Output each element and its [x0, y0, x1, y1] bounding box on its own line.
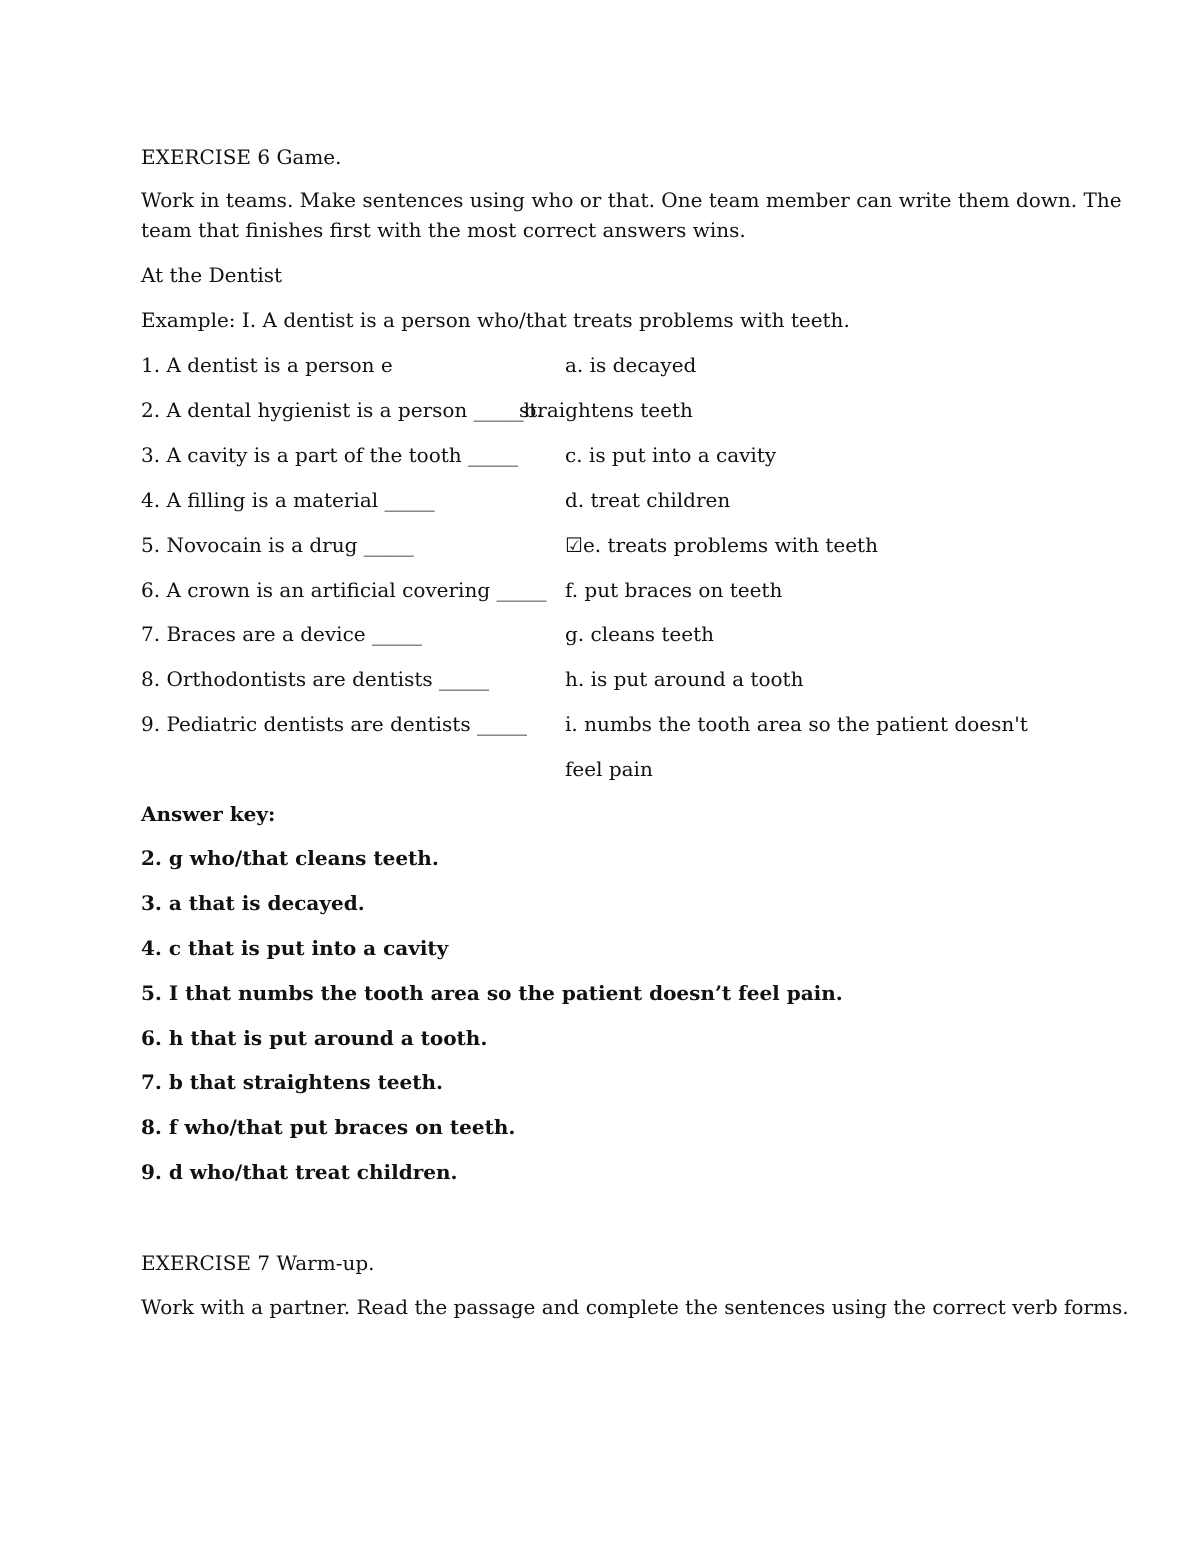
option-i: i. numbs the tooth area so the patient doesn't [565, 712, 1028, 736]
option-h: h. is put around a tooth [565, 667, 804, 691]
exercise6-instructions-line1: Work in teams. Make sentences using who or that. One team member can write them down. The [141, 188, 1122, 212]
option-f: f. put braces on teeth [565, 578, 783, 602]
option-g: g. cleans teeth [565, 622, 715, 646]
answer-item-4: 4. c that is put into a cavity [141, 936, 449, 960]
answer-key-title: Answer key: [141, 802, 276, 826]
answer-item-8: 8. f who/that put braces on teeth. [141, 1115, 516, 1139]
prompt-item-7: 7. Braces are a device _____ [141, 622, 422, 646]
answer-item-6: 6. h that is put around a tooth. [141, 1026, 488, 1050]
option-d: d. treat children [565, 488, 731, 512]
option-b: straightens teeth [519, 398, 693, 422]
answer-item-3: 3. a that is decayed. [141, 891, 365, 915]
option-e-text: e. treats problems with teeth [582, 533, 878, 557]
prompt-item-8: 8. Orthodontists are dentists _____ [141, 667, 489, 691]
answer-item-5: 5. I that numbs the tooth area so the patient doesn’t feel pain. [141, 981, 843, 1005]
answer-item-9: 9. d who/that treat children. [141, 1160, 458, 1184]
prompt-item-4: 4. A filling is a material _____ [141, 488, 435, 512]
option-e [565, 532, 878, 558]
prompt-item-2: 2. A dental hygienist is a person _____b. [141, 398, 543, 422]
answer-item-7: 7. b that straightens teeth. [141, 1070, 444, 1094]
answer-item-2: 2. g who/that cleans teeth. [141, 846, 439, 870]
option-a: a. is decayed [565, 353, 697, 377]
option-i-continued: feel pain [565, 757, 653, 781]
prompt-item-6: 6. A crown is an artificial covering _____ [141, 578, 547, 602]
exercise6-heading: EXERCISE 6 Game. [141, 145, 342, 169]
exercise6-instructions-line2: team that finishes first with the most correct answers wins. [141, 218, 746, 242]
prompt-item-9: 9. Pediatric dentists are dentists _____ [141, 712, 527, 736]
prompt-item-1: 1. A dentist is a person e [141, 353, 393, 377]
prompt-item-5: 5. Novocain is a drug _____ [141, 533, 414, 557]
exercise7-heading: EXERCISE 7 Warm-up. [141, 1251, 375, 1275]
example-sentence: Example: I. A dentist is a person who/that treats problems with teeth. [141, 308, 850, 332]
option-c: c. is put into a cavity [565, 443, 777, 467]
section-title: At the Dentist [141, 263, 283, 287]
prompt-item-3: 3. A cavity is a part of the tooth _____ [141, 443, 519, 467]
checkbox-checked-icon: ☑ [565, 533, 583, 557]
exercise7-instructions: Work with a partner. Read the passage and complete the sentences using the correct verb forms. [141, 1295, 1129, 1319]
